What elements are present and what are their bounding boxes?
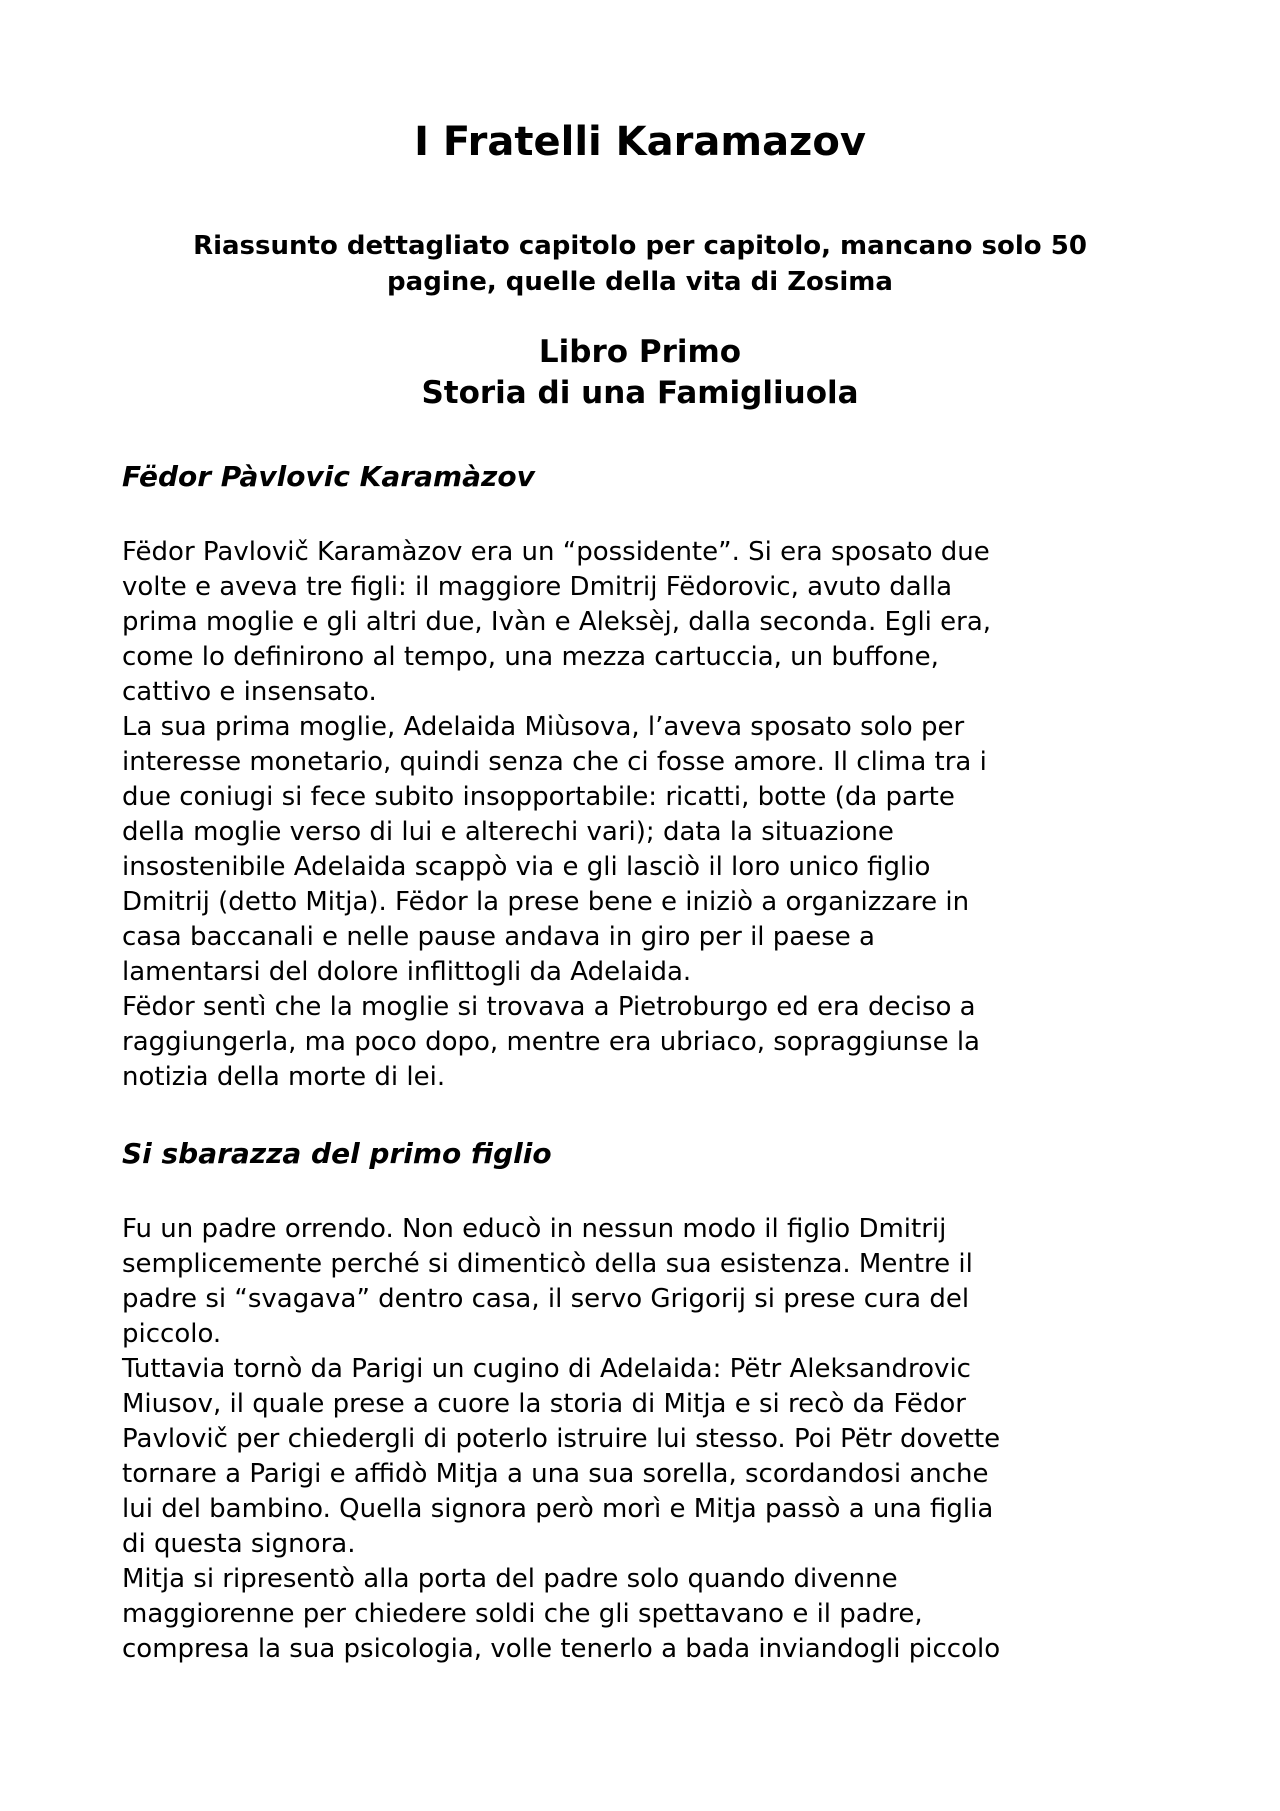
text-line: interesse monetario, quindi senza che ci fosse amore. Il clima tra i	[122, 747, 987, 777]
text-line: della moglie verso di lui e alterechi vari); data la situazione	[122, 817, 894, 847]
document-title: I Fratelli Karamazov	[414, 119, 866, 165]
section-body	[122, 535, 991, 1095]
text-line: compresa la sua psicologia, volle tenerlo a bada inviandogli piccolo	[122, 1634, 1001, 1664]
text-line: Dmitrij (detto Mitja). Fëdor la prese bene e iniziò a organizzare in	[122, 887, 970, 917]
text-line: Tuttavia tornò da Parigi un cugino di Adelaida: Pëtr Aleksandrovic	[122, 1354, 971, 1384]
book-heading	[0, 332, 1280, 414]
document-subtitle	[100, 228, 1180, 300]
text-line: Pavlovič per chiedergli di poterlo istruire lui stesso. Poi Pëtr dovette	[122, 1424, 1001, 1454]
text-line: casa baccanali e nelle pause andava in giro per il paese a	[122, 922, 875, 952]
text-line: tornare a Parigi e affidò Mitja a una sua sorella, scordandosi anche	[122, 1459, 989, 1489]
subtitle-line: pagine, quelle della vita di Zosima	[387, 267, 893, 297]
subtitle-line: Riassunto dettagliato capitolo per capitolo, mancano solo 50	[193, 231, 1087, 261]
text-line: lamentarsi del dolore inflittogli da Adelaida.	[122, 957, 692, 987]
text-line: Mitja si ripresentò alla porta del padre solo quando divenne	[122, 1564, 898, 1594]
text-line: notizia della morte di lei.	[122, 1062, 446, 1092]
text-line: volte e aveva tre figli: il maggiore Dmitrij Fëdorovic, avuto dalla	[122, 572, 953, 602]
book-name: Storia di una Famigliuola	[421, 375, 859, 411]
text-line: di questa signora.	[122, 1529, 356, 1559]
section-heading: Si sbarazza del primo figlio	[122, 1137, 552, 1170]
text-line: Fëdor sentì che la moglie si trovava a Pietroburgo ed era deciso a	[122, 992, 976, 1022]
section-body	[122, 1212, 1000, 1667]
text-line: lui del bambino. Quella signora però morì e Mitja passò a una figlia	[122, 1494, 994, 1524]
book-label: Libro Primo	[538, 334, 742, 370]
text-line: padre si “svagava” dentro casa, il servo Grigorij si prese cura del	[122, 1284, 970, 1314]
text-line: insostenibile Adelaida scappò via e gli lasciò il loro unico figlio	[122, 852, 931, 882]
text-line: La sua prima moglie, Adelaida Miùsova, l’aveva sposato solo per	[122, 712, 965, 742]
text-line: Fëdor Pavlovič Karamàzov era un “possidente”. Si era sposato due	[122, 537, 990, 567]
text-line: raggiungerla, ma poco dopo, mentre era ubriaco, sopraggiunse la	[122, 1027, 980, 1057]
text-line: due coniugi si fece subito insopportabile: ricatti, botte (da parte	[122, 782, 955, 812]
text-line: semplicemente perché si dimenticò della sua esistenza. Mentre il	[122, 1249, 973, 1279]
text-line: Miusov, il quale prese a cuore la storia di Mitja e si recò da Fëdor	[122, 1389, 966, 1419]
text-line: prima moglie e gli altri due, Ivàn e Aleksèj, dalla seconda. Egli era,	[122, 607, 992, 637]
text-line: come lo definirono al tempo, una mezza cartuccia, un buffone,	[122, 642, 939, 672]
text-line: piccolo.	[122, 1319, 222, 1349]
section-heading: Fëdor Pàvlovic Karamàzov	[122, 460, 535, 493]
text-line: Fu un padre orrendo. Non educò in nessun modo il figlio Dmitrij	[122, 1214, 947, 1244]
text-line: cattivo e insensato.	[122, 677, 377, 707]
text-line: maggiorenne per chiedere soldi che gli spettavano e il padre,	[122, 1599, 923, 1629]
